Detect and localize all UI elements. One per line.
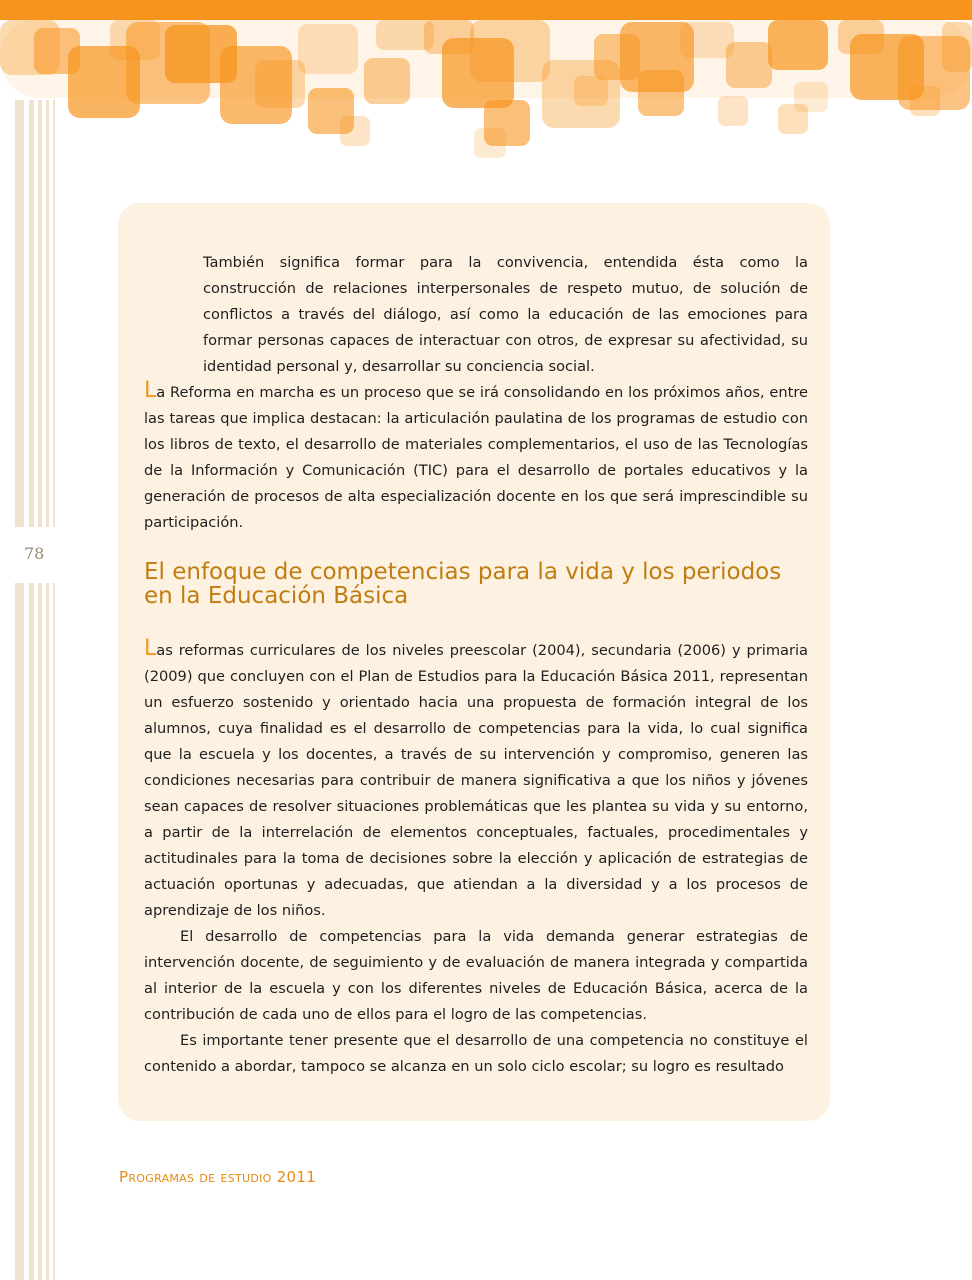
reform-paragraph [144,380,808,536]
footer-title: Programas de estudio 2011 [119,1168,317,1186]
main-content [144,250,808,1080]
important-paragraph: Es importante tener presente que el desarrollo de una competencia no constituye el contenido a abordar, tampoco se alcanza en un solo ciclo escolar; su logro es resultado [144,1032,808,1075]
decorative-squares-banner [0,0,972,170]
page-number: 78 [24,544,45,563]
curricular-reforms-text: as reformas curriculares de los niveles preescolar (2004), secundaria (2006) y primaria (2009) que concluyen con el Plan de Estudios para la Educación Básica 2011, representan un esfuerzo sostenido y orientado hacia una propuesta de formación integral de los alumnos, cuya finalidad es el desarrollo de competencias para la vida, lo cual significa que la escuela y los docentes, a través de su intervención y compromiso, generen las condiciones necesarias para contribuir de manera significativa a que los niños y jóvenes sean capaces de resolver situaciones problemáticas que les plantea su vida y su entorno, a partir de la interrelación de elementos conceptuales, factuales, procedimentales y actitudinales para la toma de decisiones sobre la elección y aplicación de estrategias de actuación oportunas y adecuadas, que atiendan a la diversidad y a los procesos de aprendizaje de los niños. [144,642,808,919]
decorative-side-stripes [0,100,60,1280]
section-heading: El enfoque de competencias para la vida y los periodos en la Educación Básica [144,559,782,609]
quote-paragraph: También significa formar para la convivencia, entendida ésta como la construcción de relaciones interpersonales de respeto mutuo, de solución de conflictos a través del diálogo, así como la educación de las emociones para formar personas capaces de interactuar con otros, de expresar su afectividad, su identidad personal y, desarrollar su conciencia social. [203,254,808,375]
drop-cap: L [144,636,157,661]
drop-cap: L [144,378,157,403]
competencies-paragraph: El desarrollo de competencias para la vida demanda generar estrategias de intervención docente, de seguimiento y de evaluación de manera integrada y compartida al interior de la escuela y con los diferentes niveles de Educación Básica, acerca de la contribución de cada uno de ellos para el logro de las competencias. [144,928,808,1023]
curricular-reforms-paragraph [144,638,808,924]
reform-paragraph-text: a Reforma en marcha es un proceso que se irá consolidando en los próximos años, entre las tareas que implica destacan: la articulación paulatina de los programas de estudio con los libros de texto, el desarrollo de materiales complementarios, el uso de las Tecnologías de la Información y Comunicación (TIC) para el desarrollo de portales educativos y la generación de procesos de alta especialización docente en los que será imprescindible su participación. [144,384,808,531]
